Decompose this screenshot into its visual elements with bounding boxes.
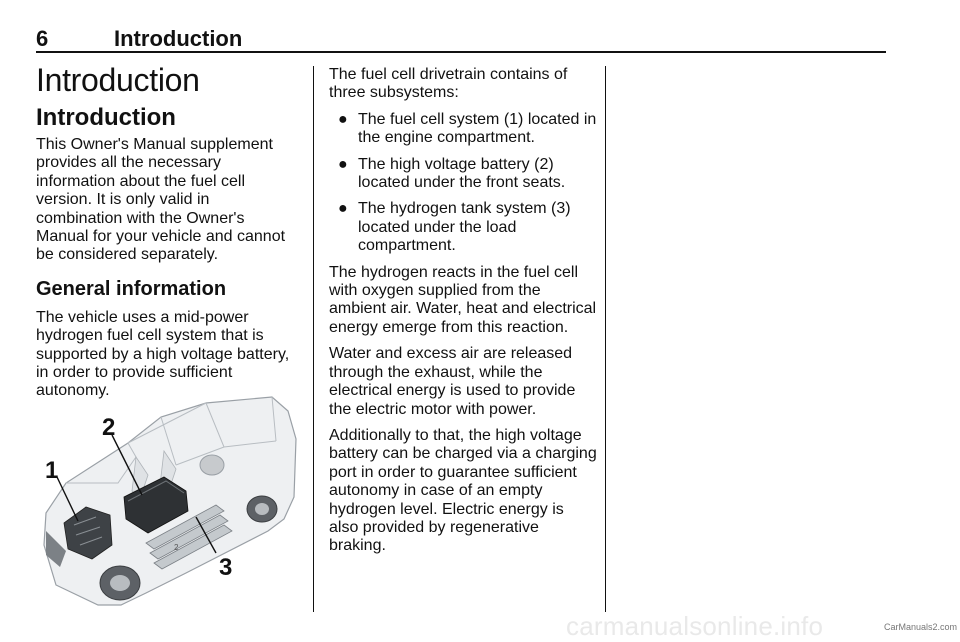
column-divider-left xyxy=(313,66,314,612)
fuel-cell-van-figure xyxy=(36,395,298,610)
van-cutaway-illustration xyxy=(36,395,298,610)
page-header xyxy=(36,26,884,50)
list-item-text: The high voltage battery (2) located under the front seats. xyxy=(358,155,566,192)
exhaust-paragraph: Water and excess air are released through the exhaust, while the electrical energy is used to provide the electric motor with power. xyxy=(329,345,576,418)
list-item xyxy=(329,111,597,148)
section-title: Introduction xyxy=(36,104,176,131)
subsystem-list xyxy=(329,111,597,256)
general-info-paragraph: The vehicle uses a mid-power hydrogen fuel cell system that is supported by a high voltage battery, in order to provide sufficient autonomy. xyxy=(36,308,290,400)
callout-2: 2 xyxy=(102,414,116,441)
bullet-glyph: ● xyxy=(338,110,348,128)
watermark-small: CarManuals2.com xyxy=(884,622,958,632)
figure-inner-label: 2 xyxy=(174,543,179,552)
charging-paragraph: Additionally to that, the high voltage battery can be charged via a charging port in order to guarantee sufficient autonomy in case of an empty hydrogen level. Electric energy is also provided by regenerative braking. xyxy=(329,426,597,555)
watermark: carmanualsonline.info xyxy=(566,611,824,641)
column-divider-right xyxy=(605,66,606,612)
right-column xyxy=(329,66,597,564)
callout-3: 3 xyxy=(219,554,233,581)
bullet-glyph: ● xyxy=(338,155,348,173)
bullet-glyph: ● xyxy=(338,200,348,218)
rear-wheel-hub xyxy=(255,503,269,515)
header-rule xyxy=(36,51,886,53)
far-wheel xyxy=(200,455,224,475)
reaction-paragraph: The hydrogen reacts in the fuel cell with oxygen supplied from the ambient air. Water, heat and electrical energy emerge from this reaction. xyxy=(329,263,597,336)
page-number: 6 xyxy=(36,26,49,51)
chapter-title: Introduction xyxy=(36,62,200,98)
list-item-text: The hydrogen tank system (3) located under the load compartment. xyxy=(358,200,571,255)
intro-paragraph: This Owner's Manual supplement provides all the necessary information about the fuel cell version. It is only valid in combination with the Owner's Manual for your vehicle and cannot be considered separately. xyxy=(36,136,286,264)
drivetrain-intro: The fuel cell drivetrain contains of three subsystems: xyxy=(329,66,568,102)
running-head: Introduction xyxy=(114,26,243,51)
callout-1: 1 xyxy=(45,457,59,484)
front-wheel-hub xyxy=(110,575,130,591)
list-item xyxy=(329,156,597,193)
left-column xyxy=(36,60,298,409)
subsection-title: General information xyxy=(36,277,227,300)
list-item-text: The fuel cell system (1) located in the engine compartment. xyxy=(358,110,597,147)
list-item xyxy=(329,200,597,255)
